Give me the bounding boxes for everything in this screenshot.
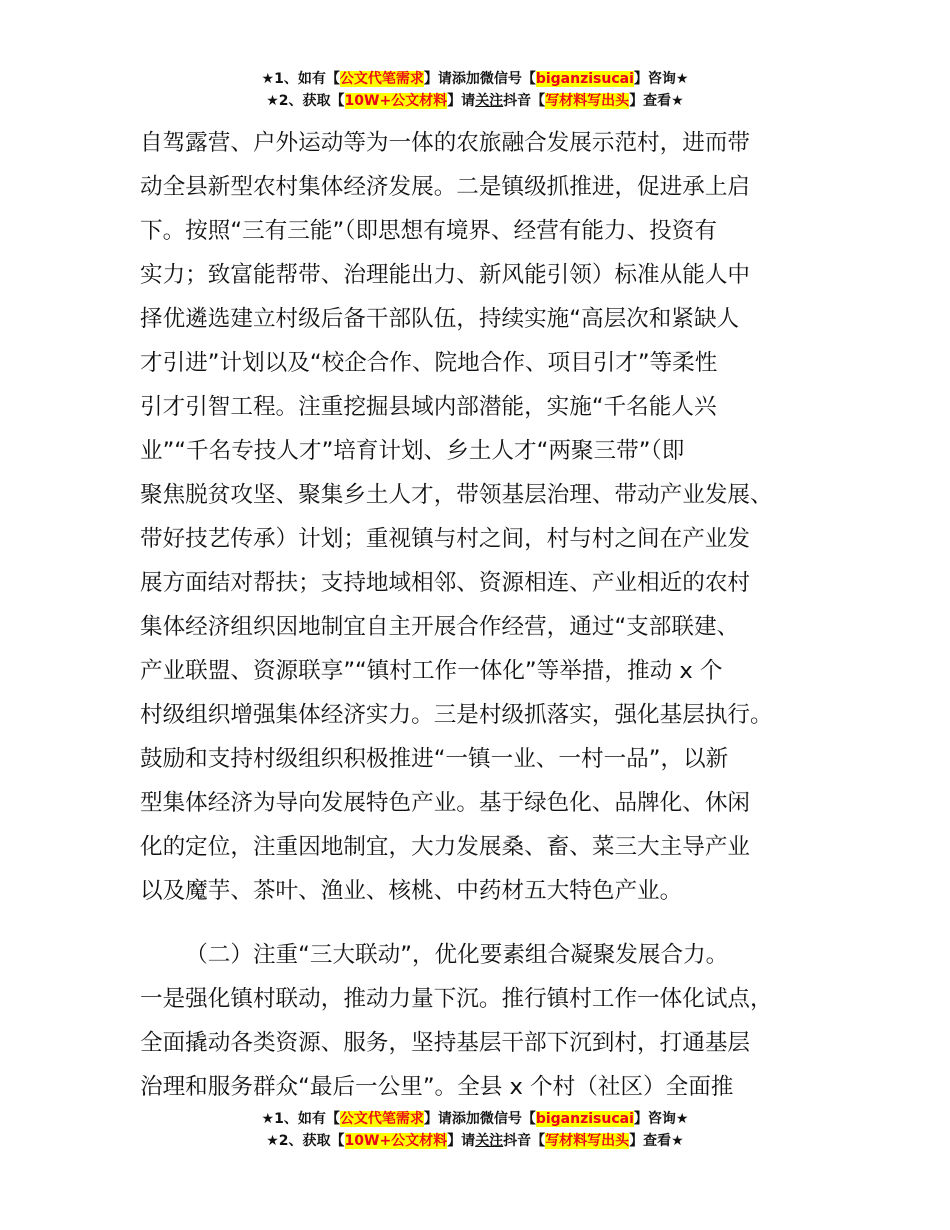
banner-line-2 xyxy=(0,1130,950,1152)
text-line: 自驾露营、户外运动等为一体的农旅融合发展示范村，进而带 xyxy=(140,130,751,156)
text-line: 聚焦脱贫攻坚、聚集乡土人才，带领基层治理、带动产业发展、 xyxy=(140,482,773,508)
banner-highlight: biganzisucai xyxy=(535,1111,634,1127)
banner-highlight: 写材料写出头 xyxy=(545,1133,630,1149)
text-line: 化的定位，注重因地制宜，大力发展桑、畜、菜三大主导产业 xyxy=(140,834,751,860)
banner-highlight: 写材料写出头 xyxy=(545,93,630,109)
text-line: 一是强化镇村联动，推动力量下沉。推行镇村工作一体化试点， xyxy=(140,986,773,1012)
text-line: 才引进”计划以及“校企合作、院地合作、项目引才”等柔性 xyxy=(140,350,718,376)
text-line: 实力；致富能帮带、治理能出力、新风能引领）标准从能人中 xyxy=(140,262,751,288)
banner-text: ★2、获取【 xyxy=(266,1133,345,1149)
banner-text: ★2、获取【 xyxy=(266,93,345,109)
text-line: 展方面结对帮扶；支持地域相邻、资源相连、产业相近的农村 xyxy=(140,570,751,596)
text-line: 鼓励和支持村级组织积极推进“一镇一业、一村一品”，以新 xyxy=(140,746,729,772)
banner-text: 】请添加微信号【 xyxy=(423,1111,536,1127)
text-line: 村级组织增强集体经济实力。三是村级抓落实，强化基层执行。 xyxy=(140,702,773,728)
text-line: 集体经济组织因地制宜自主开展合作经营，通过“支部联建、 xyxy=(140,614,740,640)
banner-line-2 xyxy=(0,90,950,112)
text-line: 动全县新型农村集体经济发展。二是镇级抓推进，促进承上启 xyxy=(140,174,751,200)
text-line: 产业联盟、资源联享”“镇村工作一体化”等举措，推动 x 个 xyxy=(140,658,723,684)
text-line: 引才引智工程。注重挖掘县域内部潜能，实施“千名能人兴 xyxy=(140,394,717,420)
text-line: 型集体经济为导向发展特色产业。基于绿色化、品牌化、休闲 xyxy=(140,790,751,816)
text-line: 下。按照“三有三能”（即思想有境界、经营有能力、投资有 xyxy=(140,218,717,244)
banner-highlight: biganzisucai xyxy=(535,71,634,87)
text-line: 以及魔芋、茶叶、渔业、核桃、中药材五大特色产业。 xyxy=(140,878,683,904)
text-line: 带好技艺传承）计划；重视镇与村之间，村与村之间在产业发 xyxy=(140,526,751,552)
footer-banner xyxy=(0,1108,950,1152)
banner-text: 】请 xyxy=(447,93,476,109)
banner-text: 】查看★ xyxy=(629,93,684,109)
banner-text: 】查看★ xyxy=(629,1133,684,1149)
header-banner xyxy=(0,68,950,112)
banner-text: 】请 xyxy=(447,1133,476,1149)
banner-highlight: 公文代笔需求 xyxy=(339,71,424,87)
banner-underlined-text: 关注 xyxy=(475,1133,504,1149)
banner-line-1 xyxy=(0,1108,950,1130)
banner-line-1 xyxy=(0,68,950,90)
paragraph-2-body xyxy=(140,977,820,1109)
banner-text: ★1、如有【 xyxy=(261,1111,340,1127)
text-line: 择优遴选建立村级后备干部队伍，持续实施“高层次和紧缺人 xyxy=(140,306,740,332)
banner-highlight: 公文代笔需求 xyxy=(339,1111,424,1127)
banner-text: ★1、如有【 xyxy=(261,71,340,87)
banner-text: 抖音【 xyxy=(503,93,546,109)
banner-text: 抖音【 xyxy=(503,1133,546,1149)
banner-text: 】咨询★ xyxy=(633,71,689,87)
section-heading-line: （二）注重“三大联动”，优化要素组合凝聚发展合力。 xyxy=(185,942,729,968)
paragraph-2 xyxy=(140,933,820,977)
banner-text: 】咨询★ xyxy=(633,1111,689,1127)
text-line: 全面撬动各类资源、服务，坚持基层干部下沉到村，打通基层 xyxy=(140,1030,751,1056)
banner-underlined-text: 关注 xyxy=(475,93,504,109)
paragraph-1 xyxy=(140,121,820,913)
text-line: 业”“千名专技人才”培育计划、乡土人才“两聚三带”（即 xyxy=(140,438,685,464)
banner-highlight: 10W+公文材料 xyxy=(344,1133,448,1149)
text-line: 治理和服务群众“最后一公里”。全县 x 个村（社区）全面推 xyxy=(140,1074,734,1100)
banner-text: 】请添加微信号【 xyxy=(423,71,536,87)
document-body xyxy=(140,121,820,1109)
banner-highlight: 10W+公文材料 xyxy=(344,93,448,109)
